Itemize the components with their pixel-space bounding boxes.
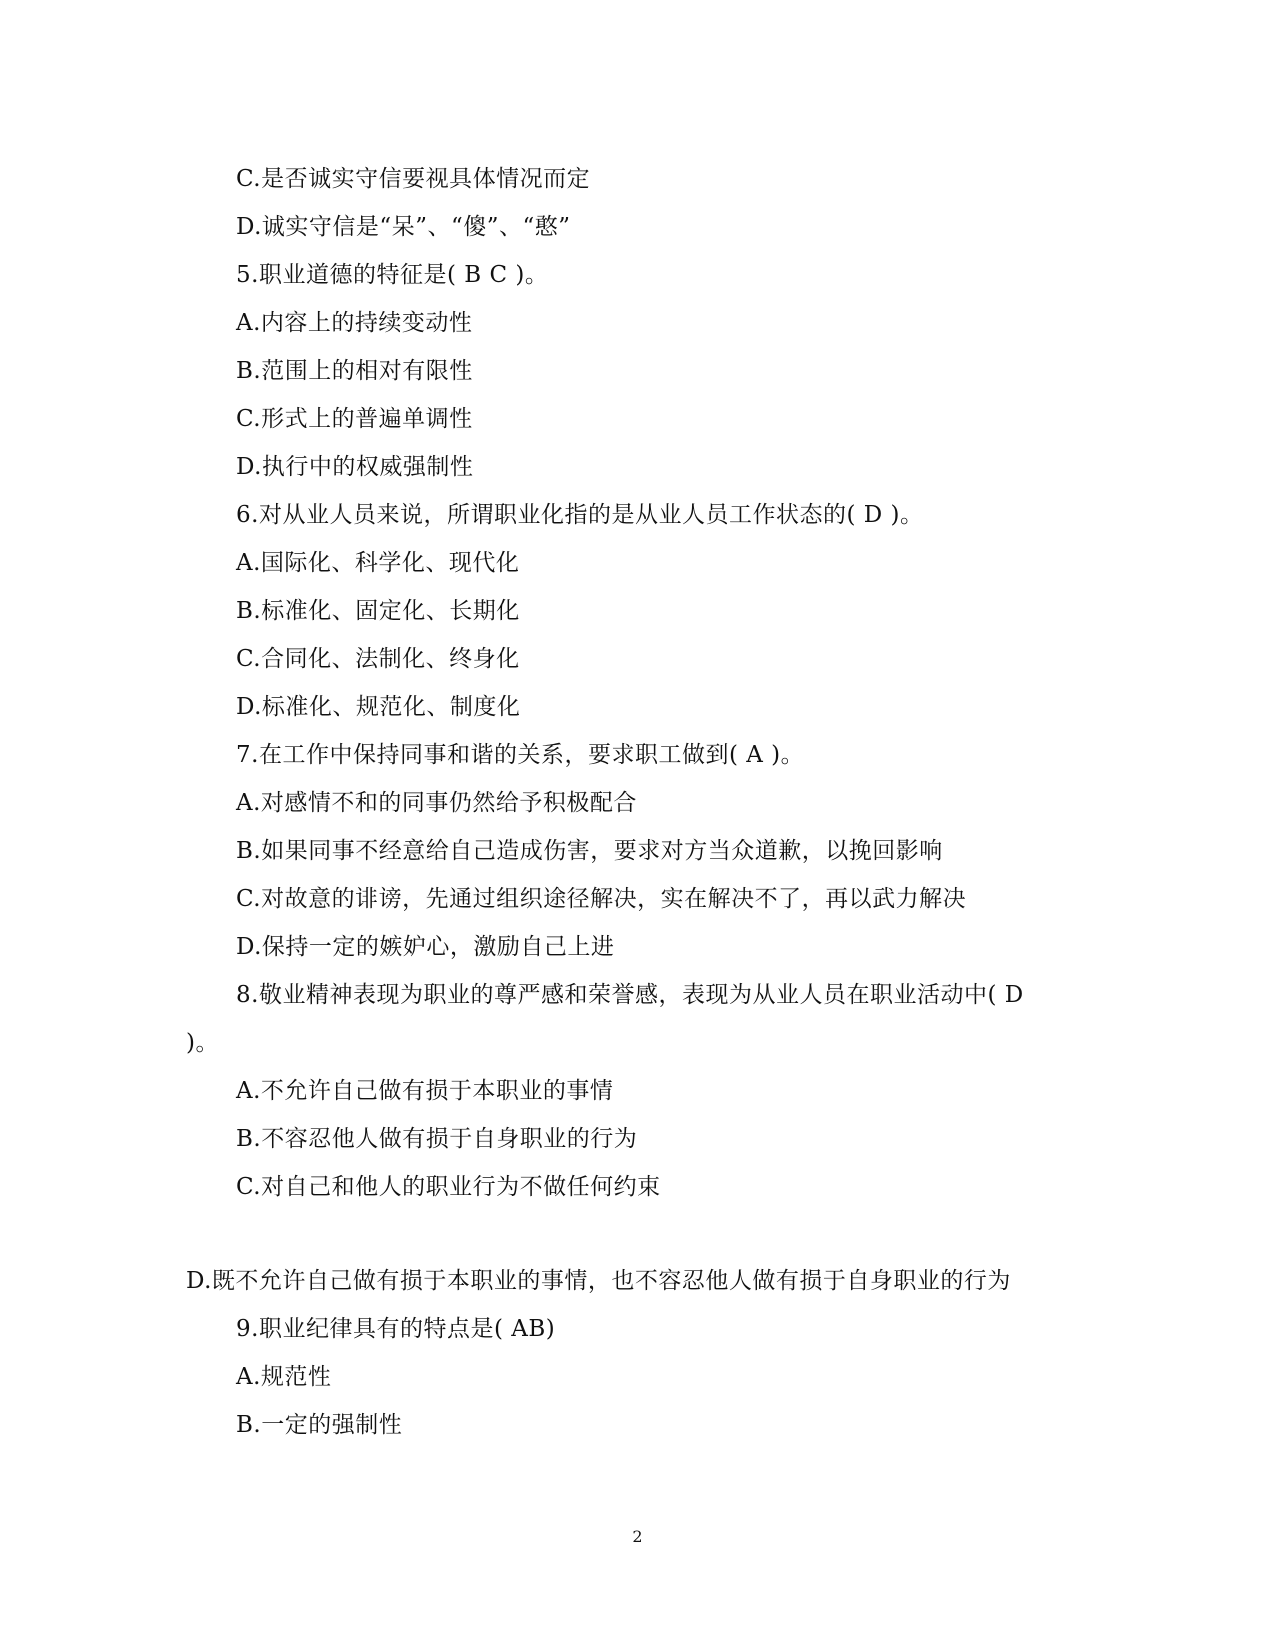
option-text: D.标准化、规范化、制度化 — [236, 694, 521, 720]
option-text: B.不容忍他人做有损于自身职业的行为 — [236, 1126, 638, 1152]
option-text: A.规范性 — [236, 1364, 332, 1390]
option-text: D.保持一定的嫉妒心，激励自己上进 — [236, 934, 615, 960]
option-text: D.执行中的权威强制性 — [236, 454, 474, 480]
question-text: 9.职业纪律具有的特点是( AB) — [236, 1316, 556, 1342]
option-text: A.对感情不和的同事仍然给予积极配合 — [236, 790, 637, 816]
question-text: 8.敬业精神表现为职业的尊严感和荣誉感，表现为从业人员在职业活动中( D — [236, 982, 1024, 1008]
option-text: C.对自己和他人的职业行为不做任何约束 — [236, 1174, 661, 1200]
option-text: B.一定的强制性 — [236, 1412, 403, 1438]
option-text: B.如果同事不经意给自己造成伤害，要求对方当众道歉，以挽回影响 — [236, 838, 943, 864]
option-text: A.内容上的持续变动性 — [236, 310, 473, 336]
option-text: A.国际化、科学化、现代化 — [236, 550, 520, 576]
question-text: 5.职业道德的特征是( B C )。 — [236, 262, 549, 288]
option-text: C.形式上的普遍单调性 — [236, 406, 473, 432]
option-text: B.标准化、固定化、长期化 — [236, 598, 520, 624]
option-text: C.是否诚实守信要视具体情况而定 — [236, 166, 591, 192]
option-text: C.对故意的诽谤，先通过组织途径解决，实在解决不了，再以武力解决 — [236, 886, 967, 912]
option-text: B.范围上的相对有限性 — [236, 358, 473, 384]
option-text: D.既不允许自己做有损于本职业的事情，也不容忍他人做有损于自身职业的行为 — [186, 1268, 1011, 1294]
question-text: 7.在工作中保持同事和谐的关系，要求职工做到( A )。 — [236, 742, 805, 768]
option-text: D.诚实守信是“呆”、“傻”、“憨” — [236, 214, 571, 240]
option-text: A.不允许自己做有损于本职业的事情 — [236, 1078, 614, 1104]
question-text-continuation: )。 — [186, 1030, 219, 1056]
question-text: 6.对从业人员来说，所谓职业化指的是从业人员工作状态的( D )。 — [236, 502, 924, 528]
page-number: 2 — [632, 1527, 643, 1546]
option-text: C.合同化、法制化、终身化 — [236, 646, 520, 672]
